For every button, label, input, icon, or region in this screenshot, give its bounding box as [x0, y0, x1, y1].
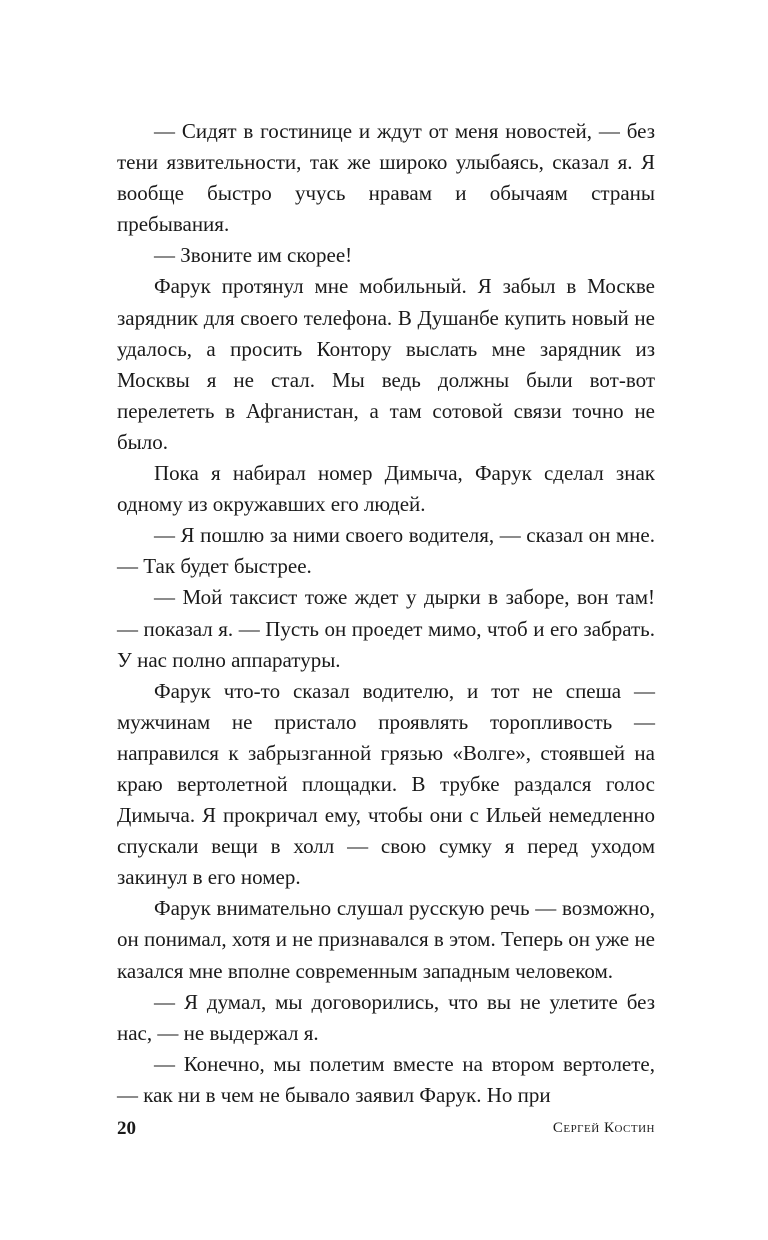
paragraph: Фарук что-то сказал водителю, и тот не спеша — мужчинам не пристало проявлять торопливость — направился к забрызганной грязью «Волге», стоявшей на краю вертолетной площадки. В трубке раздался голос Димыча. Я прокричал ему, чтобы они с Ильей немедленно спускали вещи в холл — свою сумку я перед уходом закинул в его номер. [117, 678, 655, 890]
running-head-author: Сергей Костин [552, 1120, 655, 1136]
page-footer [117, 1118, 655, 1146]
paragraph: — Конечно, мы полетим вместе на втором вертолете, — как ни в чем не бывало заявил Фарук. Но при [117, 1051, 655, 1107]
paragraph: — Сидят в гостинице и ждут от меня новостей, — без тени язвительности, так же широко улыбаясь, сказал я. Я вообще быстро учусь нравам и обычаям страны пребывания. [117, 119, 655, 237]
paragraph: — Мой таксист тоже ждет у дырки в заборе, вон там! — показал я. — Пусть он проедет мимо, чтоб и его забрать. У нас полно аппаратуры. [117, 585, 655, 672]
paragraph: — Я пошлю за ними своего водителя, — сказал он мне. — Так будет быстрее. [117, 523, 655, 579]
page-number: 20 [117, 1118, 136, 1139]
page-body [117, 116, 655, 1111]
paragraph: Фарук внимательно слушал русскую речь — возможно, он понимал, хотя и не признавался в этом. Теперь он уже не казался мне вполне современным западным человеком. [117, 896, 655, 983]
paragraph: Фарук протянул мне мобильный. Я забыл в Москве зарядник для своего телефона. В Душанбе купить новый не удалось, а просить Контору выслать мне зарядник из Москвы я не стал. Мы ведь должны были вот-вот перелететь в Афганистан, а там сотовой связи точно не было. [117, 274, 655, 454]
paragraph: — Звоните им скорее! [154, 243, 353, 268]
paragraph: — Я думал, мы договорились, что вы не улетите без нас, — не выдержал я. [117, 989, 655, 1045]
paragraph: Пока я набирал номер Димыча, Фарук сделал знак одному из окружавших его людей. [117, 461, 655, 517]
